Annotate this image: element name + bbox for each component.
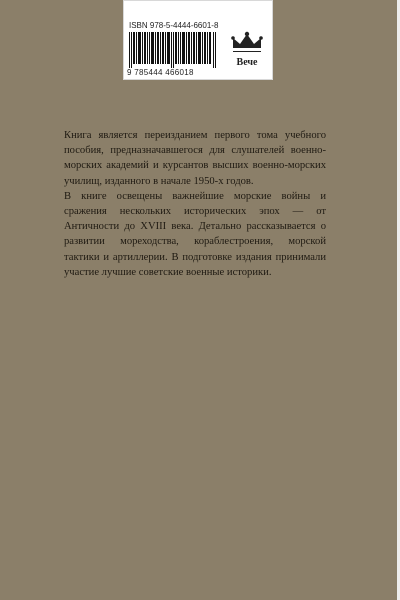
barcode-icon [129, 32, 219, 68]
book-annotation [64, 128, 326, 280]
annotation-paragraph: Книга является переизданием первого тома учебного пособия, предназначавшегося для слушателей военно-морских академий и курсантов высших военно-морских училищ, изданного в начале 1950-х годов. [64, 130, 326, 187]
barcode-digits: 9 785444 466018 [127, 68, 194, 77]
annotation-paragraph: В книге освещены важнейшие морские войны и сражения нескольких исторических эпох — от Античности до XVIII века. Детально рассказывается о развитии мореходства, кораблестроения, морской тактики и артиллерии. В подготовке издания принимали участие лучшие советские военные историки. [64, 190, 326, 278]
publisher-name: Вече [236, 57, 258, 68]
isbn-number: ISBN 978-5-4444-6601-8 [129, 21, 219, 30]
isbn-barcode-label [123, 0, 273, 80]
